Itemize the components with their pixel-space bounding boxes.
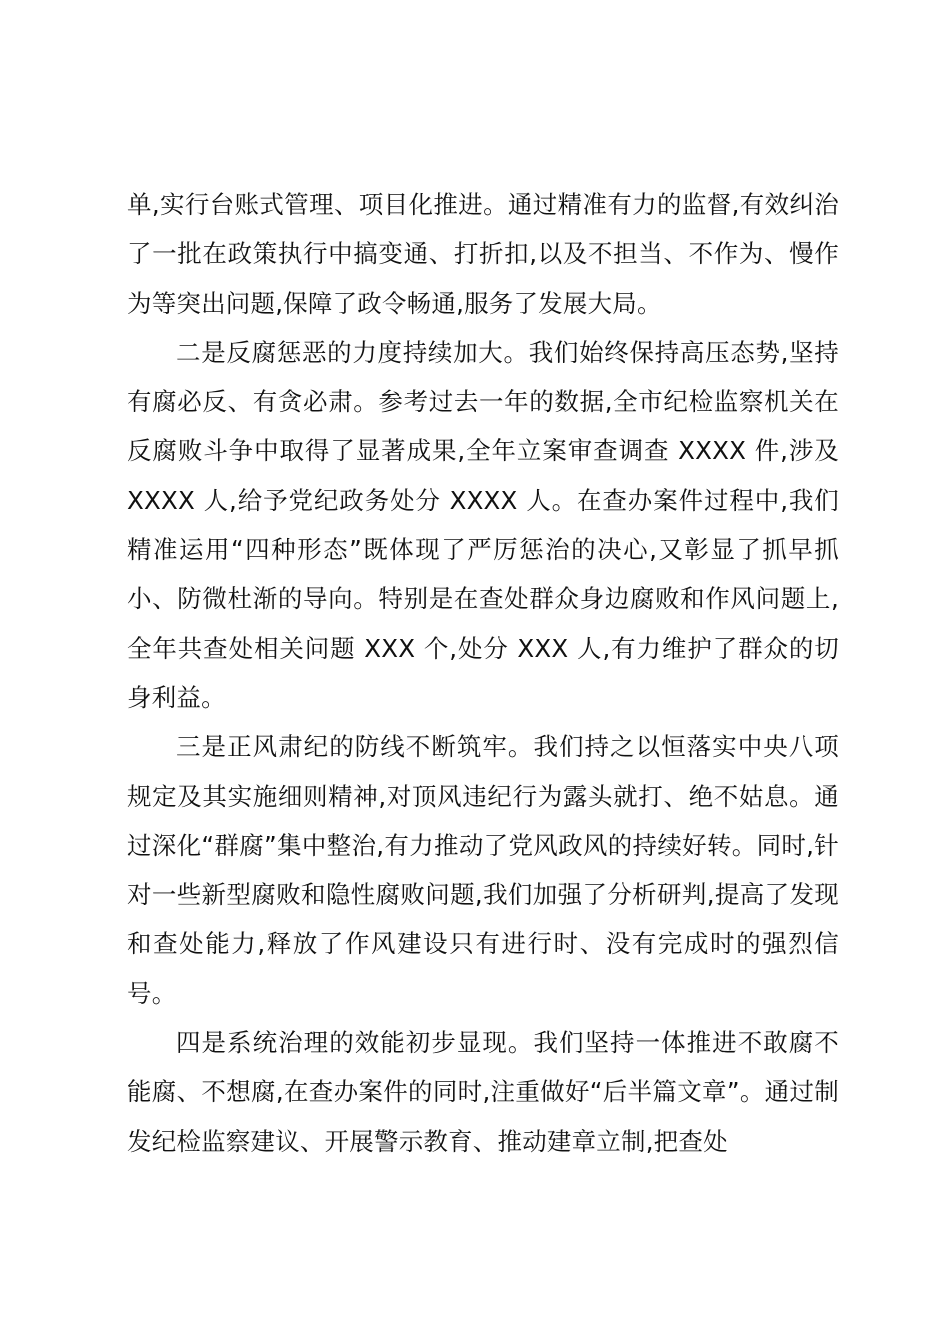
- paragraph-governance: 四是系统治理的效能初步显现。我们坚持一体推进不敢腐不能腐、不想腐,在查办案件的同时,注重做好“后半篇文章”。通过制发纪检监察建议、开展警示教育、推动建章立制,把查处: [127, 1028, 839, 1156]
- document-body: [127, 180, 839, 1166]
- paragraph-discipline: 三是正风肃纪的防线不断筑牢。我们持之以恒落实中央八项规定及其实施细则精神,对顶风违纪行为露头就打、绝不姑息。通过深化“群腐”集中整治,有力推动了党风政风的持续好转。同时,针对一些新型腐败和隐性腐败问题,我们加强了分析研判,提高了发现和查处能力,释放了作风建设只有进行时、没有完成时的强烈信号。: [127, 732, 839, 1008]
- paragraph-anti-corruption: 二是反腐惩恶的力度持续加大。我们始终保持高压态势,坚持有腐必反、有贪必肃。参考过去一年的数据,全市纪检监察机关在反腐败斗争中取得了显著成果,全年立案审查调查 XXXX 件,涉及 XXXX 人,给予党纪政务处分 XXXX 人。在查办案件过程中,我们精准运用“四种形态”既体现了严厉惩治的决心,又彰显了抓早抓小、防微杜渐的导向。特别是在查处群众身边腐败和作风问题上,全年共查处相关问题 XXX 个,处分 XXX 人,有力维护了群众的切身利益。: [127, 337, 839, 712]
- paragraph-continuation: 单,实行台账式管理、项目化推进。通过精准有力的监督,有效纠治了一批在政策执行中搞变通、打折扣,以及不担当、不作为、慢作为等突出问题,保障了政令畅通,服务了发展大局。: [127, 190, 839, 318]
